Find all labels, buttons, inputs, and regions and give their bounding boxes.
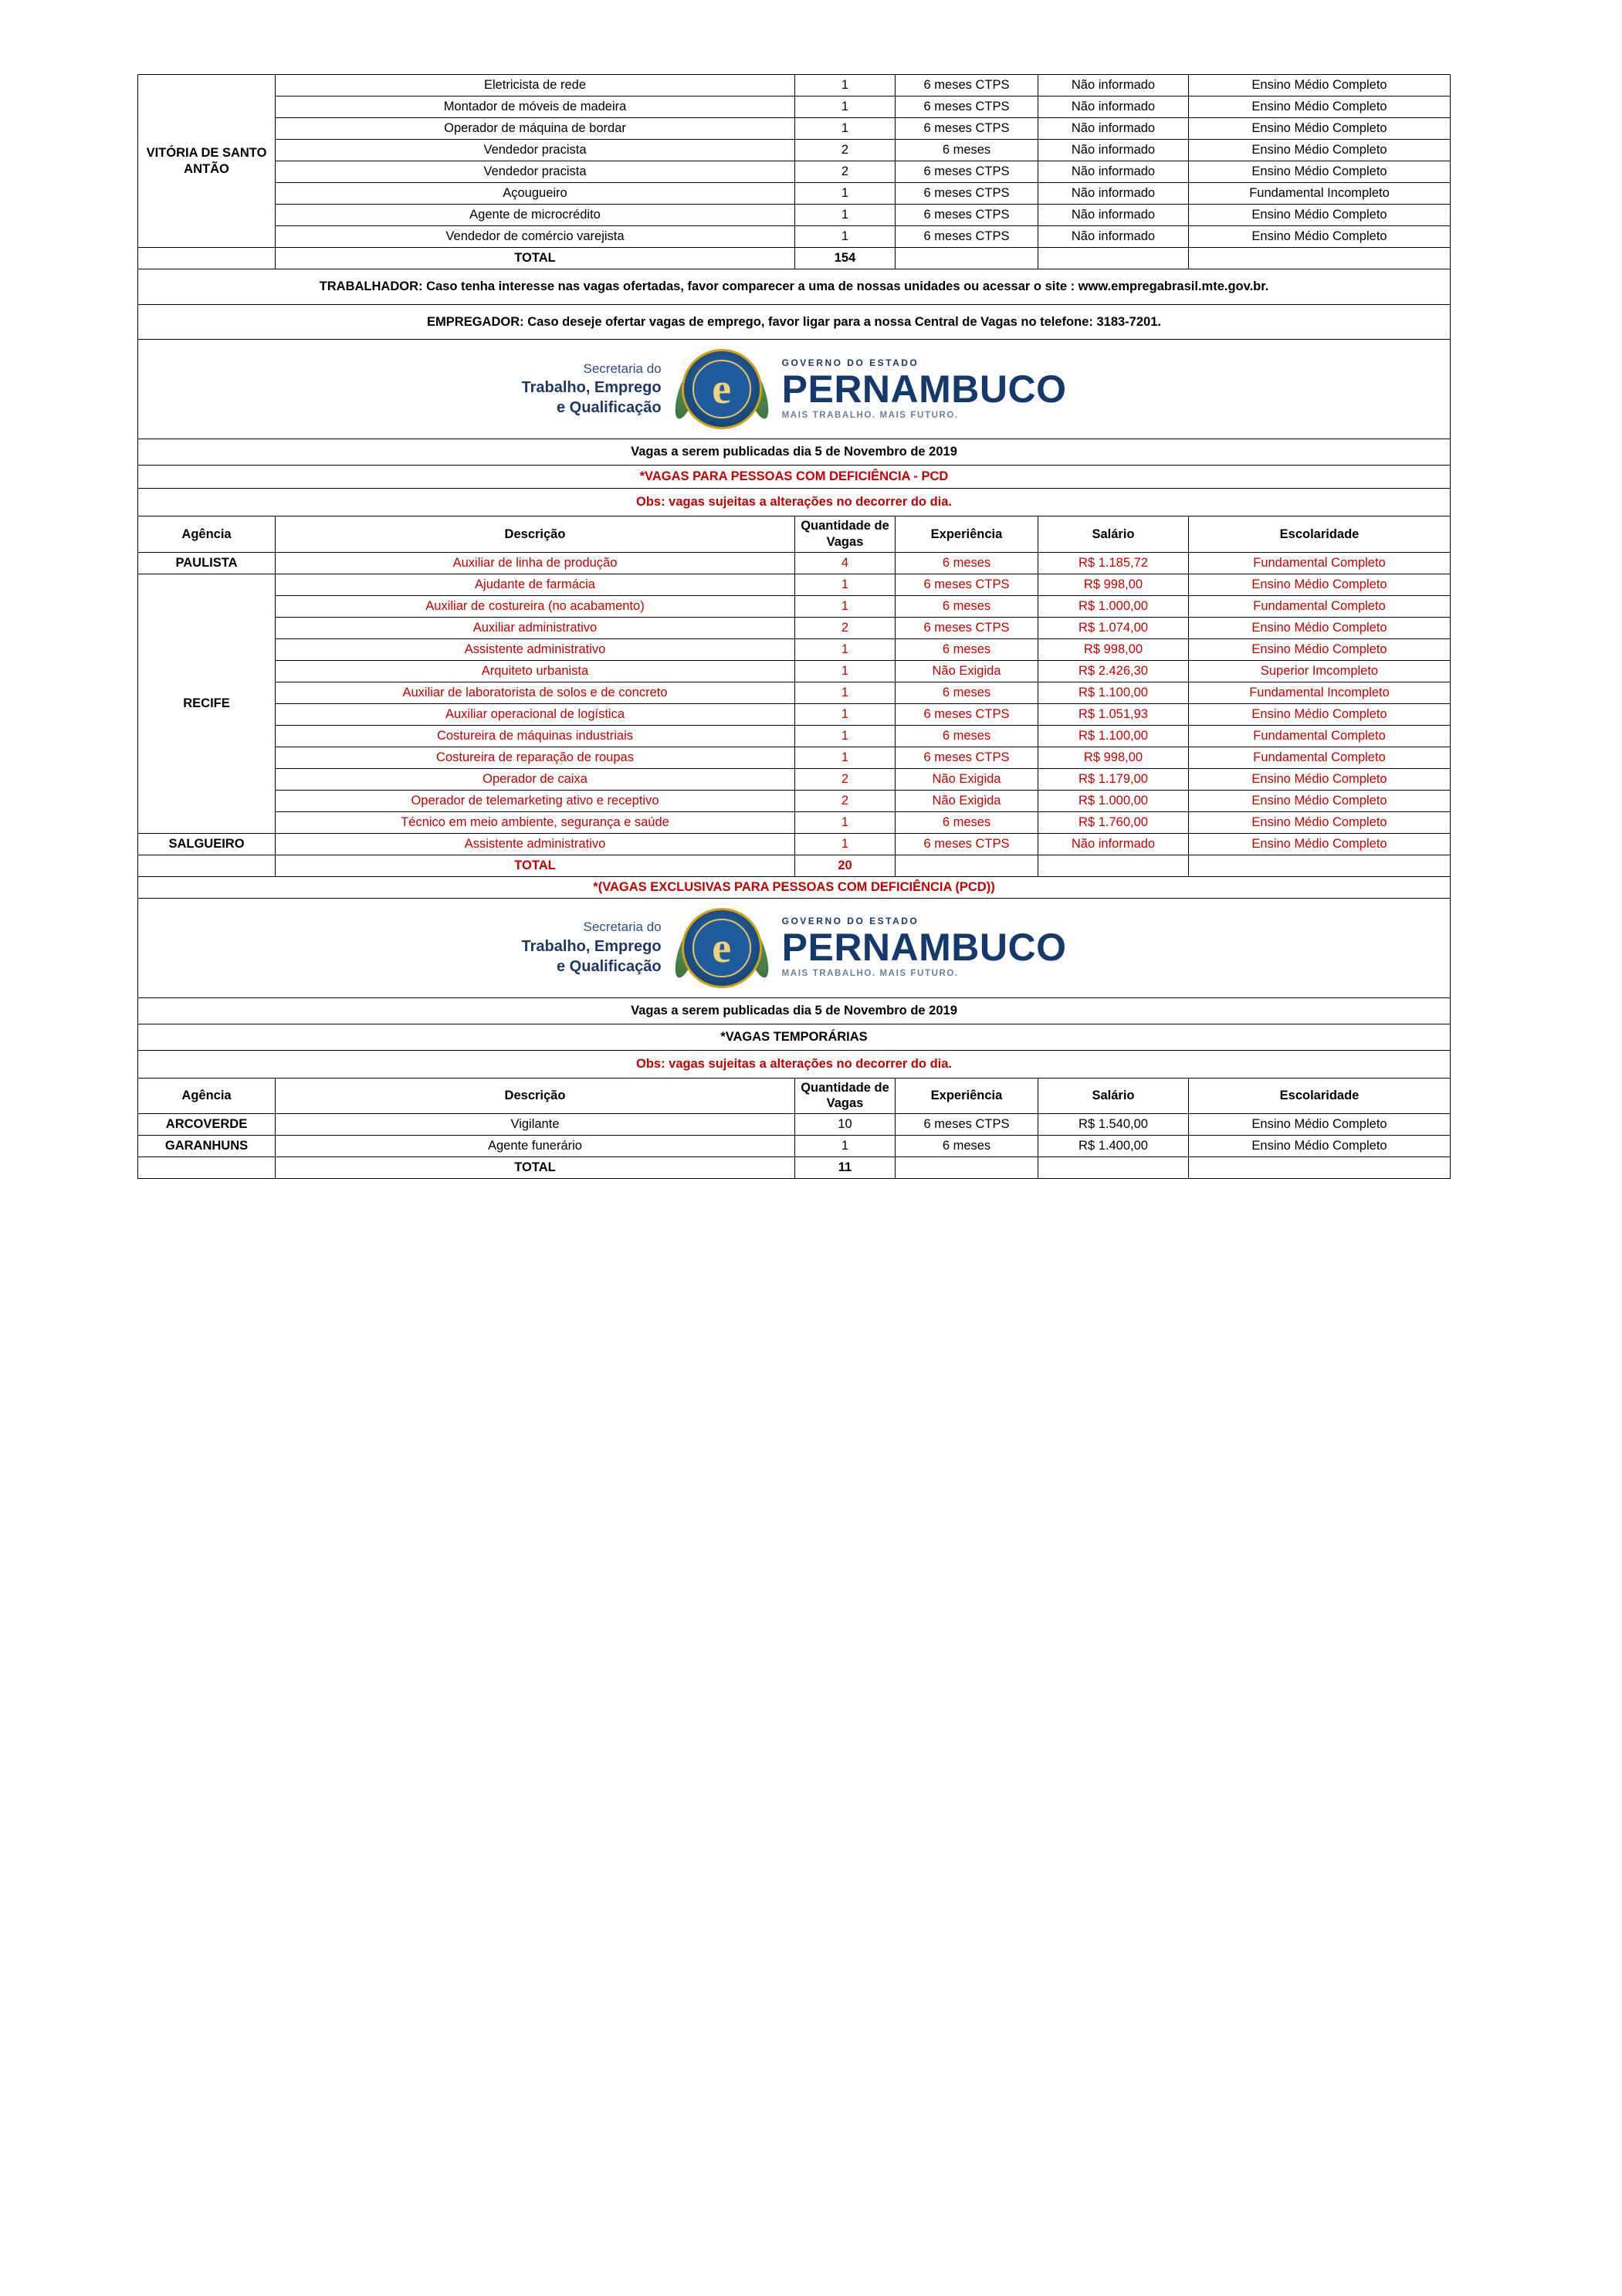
cell-education: Ensino Médio Completo [1189, 768, 1451, 790]
cell-experience: 6 meses [896, 595, 1038, 617]
cell-quantity: 2 [795, 790, 896, 811]
cell-education: Ensino Médio Completo [1189, 226, 1451, 248]
table-row [138, 75, 1451, 97]
pernambuco-emblem-icon [682, 908, 762, 988]
pernambuco-emblem-icon [682, 349, 762, 429]
cell-quantity: 1 [795, 703, 896, 725]
temp-subtitle: *VAGAS TEMPORÁRIAS [138, 1024, 1451, 1050]
cell-education: Ensino Médio Completo [1189, 97, 1451, 118]
state-name: PERNAMBUCO [781, 367, 1067, 411]
cell-quantity: 1 [795, 75, 896, 97]
table-row [138, 226, 1451, 248]
cell-experience: 6 meses CTPS [896, 161, 1038, 183]
cell-education: Ensino Médio Completo [1189, 617, 1451, 638]
cell-description: Operador de máquina de bordar [276, 118, 795, 140]
cell-description: Vendedor pracista [276, 140, 795, 161]
cell-salary: Não informado [1038, 205, 1189, 226]
cell-experience: Não Exigida [896, 660, 1038, 682]
cell-salary: R$ 1.051,93 [1038, 703, 1189, 725]
cell-empty [1189, 248, 1451, 269]
cell-experience: 6 meses CTPS [896, 833, 1038, 855]
secretaria-line1: Secretaria do [583, 919, 662, 935]
logo-row [138, 340, 1451, 439]
table-body-top [138, 75, 1451, 1179]
governo-pernambuco-logo [782, 916, 1067, 979]
cell-experience: 6 meses CTPS [896, 1113, 1038, 1135]
temp-title-row [138, 997, 1451, 1024]
cell-education: Superior Imcompleto [1189, 660, 1451, 682]
column-header-descricao: Descrição [276, 516, 795, 552]
temp-header-row [138, 1078, 1451, 1113]
cell-salary: Não informado [1038, 118, 1189, 140]
cell-salary: R$ 1.179,00 [1038, 768, 1189, 790]
cell-agency: PAULISTA [138, 552, 276, 574]
cell-empty [138, 248, 276, 269]
cell-quantity: 2 [795, 161, 896, 183]
column-header-experiencia: Experiência [896, 516, 1038, 552]
cell-salary: R$ 1.074,00 [1038, 617, 1189, 638]
cell-description: Auxiliar de laboratorista de solos e de concreto [276, 682, 795, 703]
cell-quantity: 1 [795, 638, 896, 660]
cell-empty [1038, 855, 1189, 876]
cell-description: Ajudante de farmácia [276, 574, 795, 595]
cell-education: Ensino Médio Completo [1189, 75, 1451, 97]
cell-education: Ensino Médio Completo [1189, 205, 1451, 226]
cell-education: Ensino Médio Completo [1189, 811, 1451, 833]
cell-description: Costureira de reparação de roupas [276, 747, 795, 768]
cell-experience: 6 meses CTPS [896, 118, 1038, 140]
cell-salary: R$ 1.100,00 [1038, 725, 1189, 747]
cell-description: Auxiliar operacional de logística [276, 703, 795, 725]
cell-agency: ARCOVERDE [138, 1113, 276, 1135]
cell-quantity: 2 [795, 768, 896, 790]
table-row-total [138, 855, 1451, 876]
cell-quantity: 2 [795, 140, 896, 161]
cell-description: Assistente administrativo [276, 638, 795, 660]
cell-agency: RECIFE [138, 574, 276, 833]
cell-agency: GARANHUNS [138, 1135, 276, 1156]
cell-description: Auxiliar administrativo [276, 617, 795, 638]
emblem-letter: e [712, 365, 732, 414]
cell-quantity: 1 [795, 660, 896, 682]
cell-description: Costureira de máquinas industriais [276, 725, 795, 747]
table-row [138, 161, 1451, 183]
cell-education: Ensino Médio Completo [1189, 574, 1451, 595]
cell-description: Montador de móveis de madeira [276, 97, 795, 118]
state-slogan: MAIS TRABALHO. MAIS FUTURO. [781, 411, 959, 420]
column-header-quantidade: Quantidade de Vagas [795, 1078, 896, 1113]
cell-experience: Não Exigida [896, 768, 1038, 790]
cell-total-value: 20 [795, 855, 896, 876]
cell-description: Eletricista de rede [276, 75, 795, 97]
cell-description: Assistente administrativo [276, 833, 795, 855]
cell-total-label: TOTAL [276, 1156, 795, 1178]
cell-experience: 6 meses CTPS [896, 183, 1038, 205]
emblem-letter: e [712, 923, 732, 972]
secretaria-logo-text [521, 361, 661, 418]
cell-quantity: 1 [795, 811, 896, 833]
cell-education: Ensino Médio Completo [1189, 703, 1451, 725]
column-header-escolaridade: Escolaridade [1189, 1078, 1451, 1113]
table-row [138, 725, 1451, 747]
cell-experience: Não Exigida [896, 790, 1038, 811]
cell-quantity: 4 [795, 552, 896, 574]
table-row [138, 97, 1451, 118]
table-vitoria-santo-antao [137, 74, 1451, 1179]
cell-experience: 6 meses CTPS [896, 747, 1038, 768]
column-header-quantidade: Quantidade de Vagas [795, 516, 896, 552]
cell-salary: Não informado [1038, 833, 1189, 855]
notice-employer: EMPREGADOR: Caso deseje ofertar vagas de emprego, favor ligar para a nossa Central de Vagas no telefone: 3183-7201. [138, 304, 1451, 340]
pcd-title-row [138, 439, 1451, 466]
column-header-salario: Salário [1038, 516, 1189, 552]
cell-experience: 6 meses CTPS [896, 574, 1038, 595]
pcd-header-row [138, 516, 1451, 552]
cell-description: Auxiliar de costureira (no acabamento) [276, 595, 795, 617]
cell-experience: 6 meses CTPS [896, 703, 1038, 725]
table-row [138, 638, 1451, 660]
notice-row-employer [138, 304, 1451, 340]
cell-description: Técnico em meio ambiente, segurança e saúde [276, 811, 795, 833]
cell-description: Agente funerário [276, 1135, 795, 1156]
table-row [138, 703, 1451, 725]
secretaria-line2: Trabalho, Emprego [521, 937, 662, 955]
cell-agency: VITÓRIA DE SANTO ANTÃO [138, 75, 276, 248]
cell-experience: 6 meses CTPS [896, 226, 1038, 248]
cell-salary: Não informado [1038, 75, 1189, 97]
cell-experience: 6 meses [896, 1135, 1038, 1156]
cell-description: Vendedor de comércio varejista [276, 226, 795, 248]
cell-description: Operador de telemarketing ativo e receptivo [276, 790, 795, 811]
cell-salary: R$ 1.540,00 [1038, 1113, 1189, 1135]
table-row [138, 118, 1451, 140]
column-header-experiencia: Experiência [896, 1078, 1038, 1113]
cell-salary: Não informado [1038, 140, 1189, 161]
table-row-total [138, 248, 1451, 269]
cell-total-value: 154 [795, 248, 896, 269]
cell-description: Auxiliar de linha de produção [276, 552, 795, 574]
temp-title: Vagas a serem publicadas dia 5 de Novembro de 2019 [138, 997, 1451, 1024]
cell-experience: 6 meses [896, 552, 1038, 574]
cell-empty [896, 855, 1038, 876]
cell-education: Ensino Médio Completo [1189, 140, 1451, 161]
secretaria-logo-text [521, 919, 661, 976]
cell-quantity: 1 [795, 725, 896, 747]
table-row [138, 574, 1451, 595]
table-row [138, 811, 1451, 833]
table-row [138, 768, 1451, 790]
cell-empty [138, 1156, 276, 1178]
column-header-agencia: Agência [138, 1078, 276, 1113]
cell-empty [1189, 1156, 1451, 1178]
cell-salary: R$ 998,00 [1038, 747, 1189, 768]
temp-subtitle-row [138, 1024, 1451, 1050]
cell-education: Fundamental Incompleto [1189, 682, 1451, 703]
notice-worker: TRABALHADOR: Caso tenha interesse nas vagas ofertadas, favor comparecer a uma de nossas unidades ou acessar o site : www.empregabrasil.mte.gov.br. [138, 269, 1451, 305]
pcd-title: Vagas a serem publicadas dia 5 de Novembro de 2019 [138, 439, 1451, 466]
table-row [138, 617, 1451, 638]
cell-quantity: 1 [795, 833, 896, 855]
cell-salary: R$ 1.000,00 [1038, 595, 1189, 617]
table-row [138, 1113, 1451, 1135]
cell-education: Fundamental Completo [1189, 747, 1451, 768]
cell-quantity: 10 [795, 1113, 896, 1135]
column-header-agencia: Agência [138, 516, 276, 552]
cell-description: Vendedor pracista [276, 161, 795, 183]
cell-description: Arquiteto urbanista [276, 660, 795, 682]
cell-experience: 6 meses [896, 638, 1038, 660]
cell-total-label: TOTAL [276, 248, 795, 269]
cell-experience: 6 meses [896, 811, 1038, 833]
cell-empty [1189, 855, 1451, 876]
pcd-footnote: *(VAGAS EXCLUSIVAS PARA PESSOAS COM DEFICIÊNCIA (PCD)) [138, 876, 1451, 898]
cell-empty [138, 855, 276, 876]
table-row [138, 790, 1451, 811]
pcd-subtitle: *VAGAS PARA PESSOAS COM DEFICIÊNCIA - PCD [138, 466, 1451, 489]
cell-experience: 6 meses [896, 140, 1038, 161]
cell-experience: 6 meses CTPS [896, 75, 1038, 97]
table-row [138, 1135, 1451, 1156]
temp-obs: Obs: vagas sujeitas a alterações no decorrer do dia. [138, 1050, 1451, 1078]
cell-salary: R$ 1.100,00 [1038, 682, 1189, 703]
logo-band-temporarias [138, 898, 1451, 997]
cell-education: Ensino Médio Completo [1189, 833, 1451, 855]
cell-education: Ensino Médio Completo [1189, 638, 1451, 660]
cell-education: Fundamental Incompleto [1189, 183, 1451, 205]
cell-experience: 6 meses CTPS [896, 205, 1038, 226]
gov-label: GOVERNO DO ESTADO [781, 916, 919, 927]
cell-experience: 6 meses CTPS [896, 97, 1038, 118]
cell-description: Açougueiro [276, 183, 795, 205]
cell-agency: SALGUEIRO [138, 833, 276, 855]
cell-experience: 6 meses [896, 682, 1038, 703]
cell-education: Fundamental Completo [1189, 725, 1451, 747]
cell-empty [1038, 248, 1189, 269]
table-row [138, 183, 1451, 205]
cell-salary: R$ 998,00 [1038, 574, 1189, 595]
table-row [138, 595, 1451, 617]
cell-education: Ensino Médio Completo [1189, 1135, 1451, 1156]
state-slogan: MAIS TRABALHO. MAIS FUTURO. [781, 969, 959, 979]
cell-quantity: 1 [795, 747, 896, 768]
cell-salary: Não informado [1038, 97, 1189, 118]
secretaria-line1: Secretaria do [583, 361, 662, 377]
cell-salary: R$ 998,00 [1038, 638, 1189, 660]
cell-salary: Não informado [1038, 226, 1189, 248]
logo-row [138, 898, 1451, 997]
pcd-obs-row [138, 489, 1451, 516]
cell-salary: Não informado [1038, 161, 1189, 183]
cell-quantity: 1 [795, 183, 896, 205]
cell-salary: R$ 1.400,00 [1038, 1135, 1189, 1156]
cell-empty [1038, 1156, 1189, 1178]
cell-quantity: 1 [795, 118, 896, 140]
cell-salary: R$ 1.760,00 [1038, 811, 1189, 833]
cell-experience: 6 meses [896, 725, 1038, 747]
cell-total-value: 11 [795, 1156, 896, 1178]
table-row [138, 140, 1451, 161]
table-row [138, 833, 1451, 855]
pcd-obs: Obs: vagas sujeitas a alterações no decorrer do dia. [138, 489, 1451, 516]
table-row [138, 660, 1451, 682]
cell-description: Vigilante [276, 1113, 795, 1135]
pcd-footnote-row [138, 876, 1451, 898]
column-header-escolaridade: Escolaridade [1189, 516, 1451, 552]
cell-education: Fundamental Completo [1189, 595, 1451, 617]
temp-obs-row [138, 1050, 1451, 1078]
cell-empty [896, 1156, 1038, 1178]
state-name: PERNAMBUCO [781, 926, 1067, 970]
secretaria-line3: e Qualificação [557, 957, 662, 975]
cell-quantity: 1 [795, 682, 896, 703]
secretaria-line2: Trabalho, Emprego [521, 379, 662, 397]
governo-pernambuco-logo [782, 358, 1067, 421]
table-row [138, 682, 1451, 703]
cell-education: Fundamental Completo [1189, 552, 1451, 574]
cell-salary: R$ 1.000,00 [1038, 790, 1189, 811]
cell-description: Operador de caixa [276, 768, 795, 790]
cell-education: Ensino Médio Completo [1189, 161, 1451, 183]
column-header-salario: Salário [1038, 1078, 1189, 1113]
cell-total-label: TOTAL [276, 855, 795, 876]
table-row [138, 552, 1451, 574]
cell-salary: R$ 1.185,72 [1038, 552, 1189, 574]
cell-education: Ensino Médio Completo [1189, 118, 1451, 140]
cell-experience: 6 meses CTPS [896, 617, 1038, 638]
table-row [138, 747, 1451, 768]
cell-salary: Não informado [1038, 183, 1189, 205]
cell-description: Agente de microcrédito [276, 205, 795, 226]
cell-empty [896, 248, 1038, 269]
table-row-total [138, 1156, 1451, 1178]
cell-quantity: 1 [795, 97, 896, 118]
cell-quantity: 1 [795, 574, 896, 595]
table-row [138, 205, 1451, 226]
column-header-descricao: Descrição [276, 1078, 795, 1113]
cell-salary: R$ 2.426,30 [1038, 660, 1189, 682]
gov-label: GOVERNO DO ESTADO [781, 357, 919, 368]
cell-education: Ensino Médio Completo [1189, 1113, 1451, 1135]
cell-education: Ensino Médio Completo [1189, 790, 1451, 811]
secretaria-line3: e Qualificação [557, 399, 662, 417]
cell-quantity: 1 [795, 595, 896, 617]
pcd-subtitle-row [138, 466, 1451, 489]
notice-row-worker [138, 269, 1451, 305]
cell-quantity: 1 [795, 205, 896, 226]
logo-band-pcd [138, 340, 1451, 439]
cell-quantity: 1 [795, 1135, 896, 1156]
cell-quantity: 2 [795, 617, 896, 638]
cell-quantity: 1 [795, 226, 896, 248]
